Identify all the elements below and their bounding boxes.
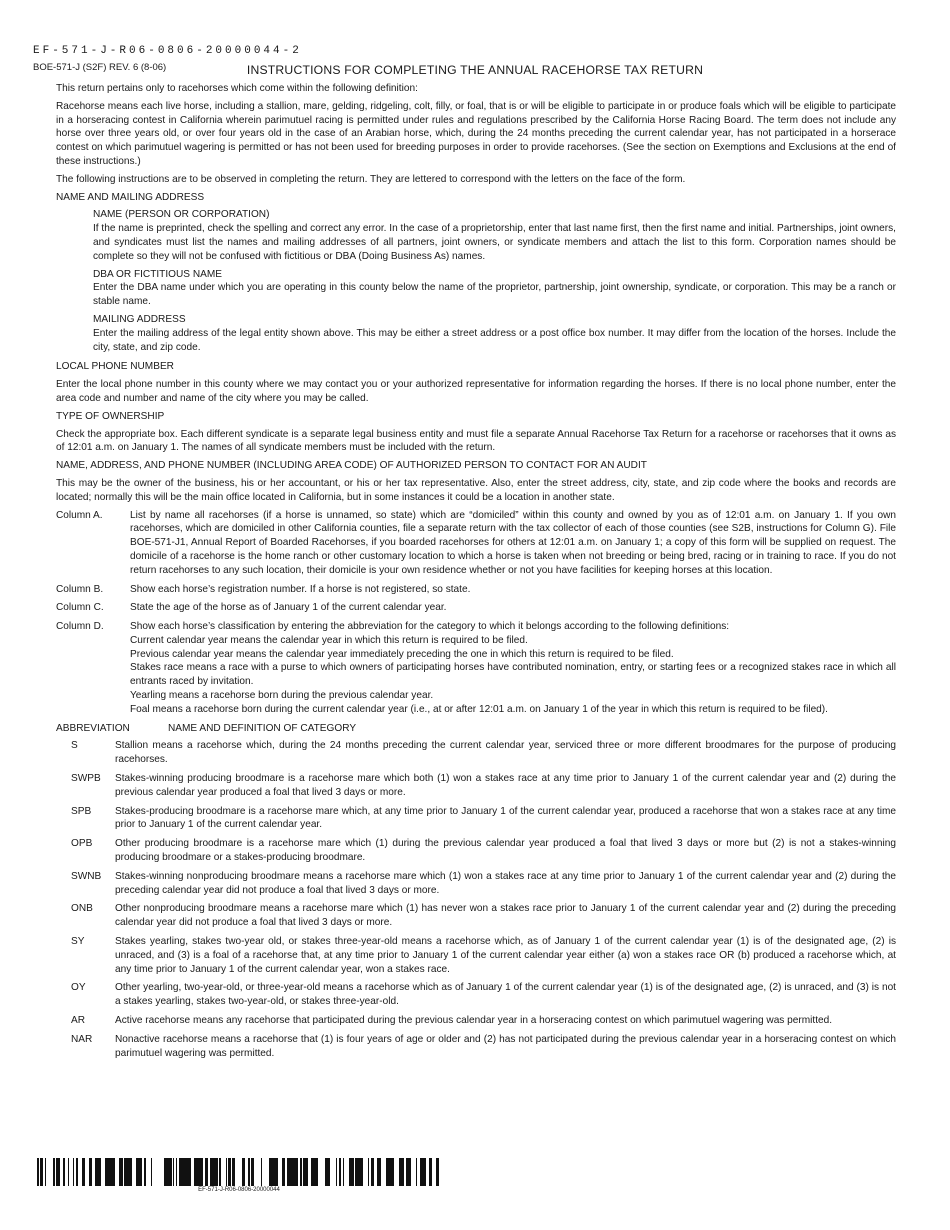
abbreviation-row [56,935,896,976]
abbreviation-code: SWPB [71,773,101,785]
abbreviation-row [56,981,896,1009]
abbreviation-row [56,1033,896,1061]
abbreviation-definition: Stakes yearling, stakes two-year old, or stakes three-year-old means a racehorse which, as of January 1 of the current calendar year (1) is of the designated age, (2) is unraced, and (3) is a foal of a racehorse that, at any time prior to January 1 of the current calendar year either (a) won a stakes race OR (b) produced a racehorse which, at any time prior to January 1 of the current calendar year, won a stakes race. [115,936,896,975]
instructions-body [56,82,896,1065]
abbreviation-code: ONB [71,903,93,915]
racehorse-definition: Racehorse means each live horse, including a stallion, mare, gelding, ridgeling, colt, filly, or foal, that is or will be eligible to participate in or produce foals which will be eligible to participate in a horseracing contest in California wherein parimutuel racing is permitted under rules and regulations prescribed by the California Horse Racing Board. The term does not include any horse over three years old, or over four years old in the case of an Arabian horse, which, during the 24 months preceding the current calendar year, has not participated in a horserace contest on which parimutuel wagering is permitted or has not been used for breeding purposes in order to provide racehorses. (See the section on Exemptions and Exclusions at the end of these instructions.) [56,100,896,167]
name-mailing-subsections [93,208,896,354]
audit-instructions: This may be the owner of the business, his or her accountant, or his or her tax representative. Also, enter the street address, city, state, and zip code where the books and records are located; normally this will be the main office located in California, but in some instances it could be a location in another state. [56,477,896,503]
abbreviation-code: SWNB [71,870,102,882]
column-a-row [56,509,896,578]
abbreviation-row [56,772,896,800]
subheading-dba: DBA OR FICTITIOUS NAME [93,268,222,280]
column-d-row [56,620,896,717]
column-label: Column A. [56,509,103,521]
abbreviation-code: OY [71,982,86,994]
abbreviation-definition: Other producing broodmare is a racehorse mare which (1) during the previous calendar year produced a foal that lived 3 days or more but (2) is not a stakes-winning producing broodmare or a stakes-producing broodmare. [115,838,896,864]
dba-instructions: Enter the DBA name under which you are operating in this county below the name of the proprietor, partnership, joint ownership, syndicate, or corporation. This may be a ranch or stable name. [93,282,896,308]
abbreviation-definition: Stakes-winning nonproducing broodmare means a racehorse mare which (1) won a stakes race at any time prior to January 1 of the current calendar year and (2) during the preceding calendar year did not produce a foal that lived 3 days or more. [115,870,896,896]
abbreviation-table-header [56,722,896,736]
abbreviation-definition: Other nonproducing broodmare means a racehorse mare which (1) has never won a stakes race prior to January 1 of the current calendar year and (2) during the preceding calendar year did not produce a foal that lived 3 days or more. [115,903,896,929]
abbreviation-definition: Other yearling, two-year-old, or three-year-old means a racehorse which as of January 1 of the current calendar year (1) is of the designated age, (2) is unraced, and (3) is not a stakes yearling, stakes two-year-old, or stakes three-year-old. [115,982,896,1008]
abbreviation-definition: Active racehorse means any racehorse that participated during the previous calendar year in a horseracing contest on which parimutuel wagering was permitted. [115,1015,833,1027]
section-heading-audit: NAME, ADDRESS, AND PHONE NUMBER (INCLUDING AREA CODE) OF AUTHORIZED PERSON TO CONTACT FOR AN AUDIT [56,460,647,472]
section-heading-name-mailing: NAME AND MAILING ADDRESS [56,191,205,203]
abbreviation-row [56,739,896,767]
intro-paragraph-3: The following instructions are to be observed in completing the return. They are lettered to correspond with the letters on the face of the form. [56,173,686,185]
abbreviation-row [56,870,896,898]
abbreviation-code: OPB [71,838,93,850]
definition-foal: Foal means a racehorse born during the current calendar year (i.e., at or after 12:01 a.m. on January 1 of the year in which this return is required to be filed). [130,703,828,715]
abbreviation-definition: Stallion means a racehorse which, during the 24 months preceding the current calendar year, serviced three or more different broodmares for the purpose of producing racehorses. [115,740,896,766]
column-b-row [56,583,896,597]
subheading-name: NAME (PERSON OR CORPORATION) [93,209,270,221]
abbreviation-code: SY [71,936,85,948]
mailing-address-instructions: Enter the mailing address of the legal entity shown above. This may be either a street address or a post office box number. It may differ from the location of the horses. Include the city, state, and zip code. [93,327,896,353]
abbreviation-definition: Stakes-producing broodmare is a racehorse mare which, at any time prior to January 1 of the current calendar year, produced a racehorse that won a stakes race at any time prior to January 1 of the current calendar year. [115,805,896,831]
page-title: INSTRUCTIONS FOR COMPLETING THE ANNUAL RACEHORSE TAX RETURN [246,63,704,77]
column-label: Column B. [56,583,104,595]
abbreviation-code: NAR [71,1033,93,1045]
abbreviation-row [56,805,896,833]
barcode-caption: EF-571-J-R06-0806-20000044 [198,1187,280,1193]
definition-current-year: Current calendar year means the calendar year in which this return is required to be filed. [130,634,528,646]
abbreviation-column-header: ABBREVIATION [56,722,130,734]
abbreviation-row [56,902,896,930]
column-label: Column D. [56,621,104,633]
abbreviation-list [56,739,896,1060]
abbreviation-code: AR [71,1015,86,1027]
section-heading-ownership: TYPE OF OWNERSHIP [56,410,165,422]
definition-yearling: Yearling means a racehorse born during the previous calendar year. [130,690,434,702]
definition-stakes-race: Stakes race means a race with a purse to which owners of participating horses have contributed nomination, entry, or starting fees or a recognized stakes race in which all entrants raced by invitation. [130,662,896,688]
abbreviation-row [56,1014,896,1028]
abbreviation-row [56,837,896,865]
abbreviation-code: S [71,740,78,752]
column-text: Show each horse’s registration number. If a horse is not registered, so state. [130,583,471,595]
name-instructions: If the name is preprinted, check the spelling and correct any error. In the case of a proprietorship, enter that last name first, then the first name and initial. Partnerships, joint owners, and syndicates must list the names and mailing addresses of all partners, joint owners, or syndicate members and attach the list to this form. Corporation names should be complete so they will not be confused with fictitious or DBA (Doing Business As) names. [93,223,896,262]
abbreviation-definition: Nonactive racehorse means a racehorse that (1) is four years of age or older and (2) has not participated during the previous calendar year in a horseracing contest on which parimutuel wagering was permitted. [115,1033,896,1059]
column-text: List by name all racehorses (if a horse is unnamed, so state) which are “domiciled” within this county and owned by you as of 12:01 a.m. on January 1. If you own racehorses, which are domiciled in other California counties, file a separate return with the tax collector of each of those counties (see S2B, instructions for Column G). File BOE-571-J1, Annual Report of Boarded Racehorses, if you boarded racehorses for others at 12:01 a.m. on January 1; a copy of this form will be supplied on request. The domicile of a racehorse is the home ranch or other customary location to which a horse is taken when not breeding or being bred, racing or in training to race. If you do not return racehorses to any such location, their domicile is your own residence whether or not you have facilities for keeping horses at this location. [130,509,896,576]
section-heading-phone: LOCAL PHONE NUMBER [56,361,174,373]
phone-instructions: Enter the local phone number in this county where we may contact you or your authorized representative for information regarding the horses. If there is no local phone number, enter the area code and number and name of the city where you may be called. [56,379,896,404]
subheading-mailing-address: MAILING ADDRESS [93,313,186,325]
abbreviation-code: SPB [71,805,92,817]
column-text: State the age of the horse as of January 1 of the current calendar year. [130,602,447,614]
form-number: BOE-571-J (S2F) REV. 6 (8-06) [33,62,167,73]
ef-code: EF-571-J-R06-0806-20000044-2 [33,45,302,57]
ownership-instructions: Check the appropriate box. Each different syndicate is a separate legal business entity and must file a separate Annual Racehorse Tax Return for a racehorse or racehorses that it owns as of 12:01 a.m. on January 1. The names of all syndicate members must be included with the return. [56,428,896,454]
column-d-intro: Show each horse’s classification by entering the abbreviation for the category to which it belongs according to the following definitions: [130,621,730,633]
barcode-image [37,1158,441,1186]
column-d-definitions [130,620,896,717]
column-c-row [56,601,896,615]
column-label: Column C. [56,602,104,614]
intro-paragraph-1: This return pertains only to racehorses which come within the following definition: [56,83,418,94]
definition-previous-year: Previous calendar year means the calendar year immediately preceding the one in which this return is required to be filed. [130,648,674,660]
abbreviation-definition: Stakes-winning producing broodmare is a racehorse mare which both (1) won a stakes race at any time prior to January 1 of the current calendar year and (2) during the previous calendar year produced a foal that lived 3 days or more. [115,773,896,798]
definition-column-header: NAME AND DEFINITION OF CATEGORY [168,722,357,734]
